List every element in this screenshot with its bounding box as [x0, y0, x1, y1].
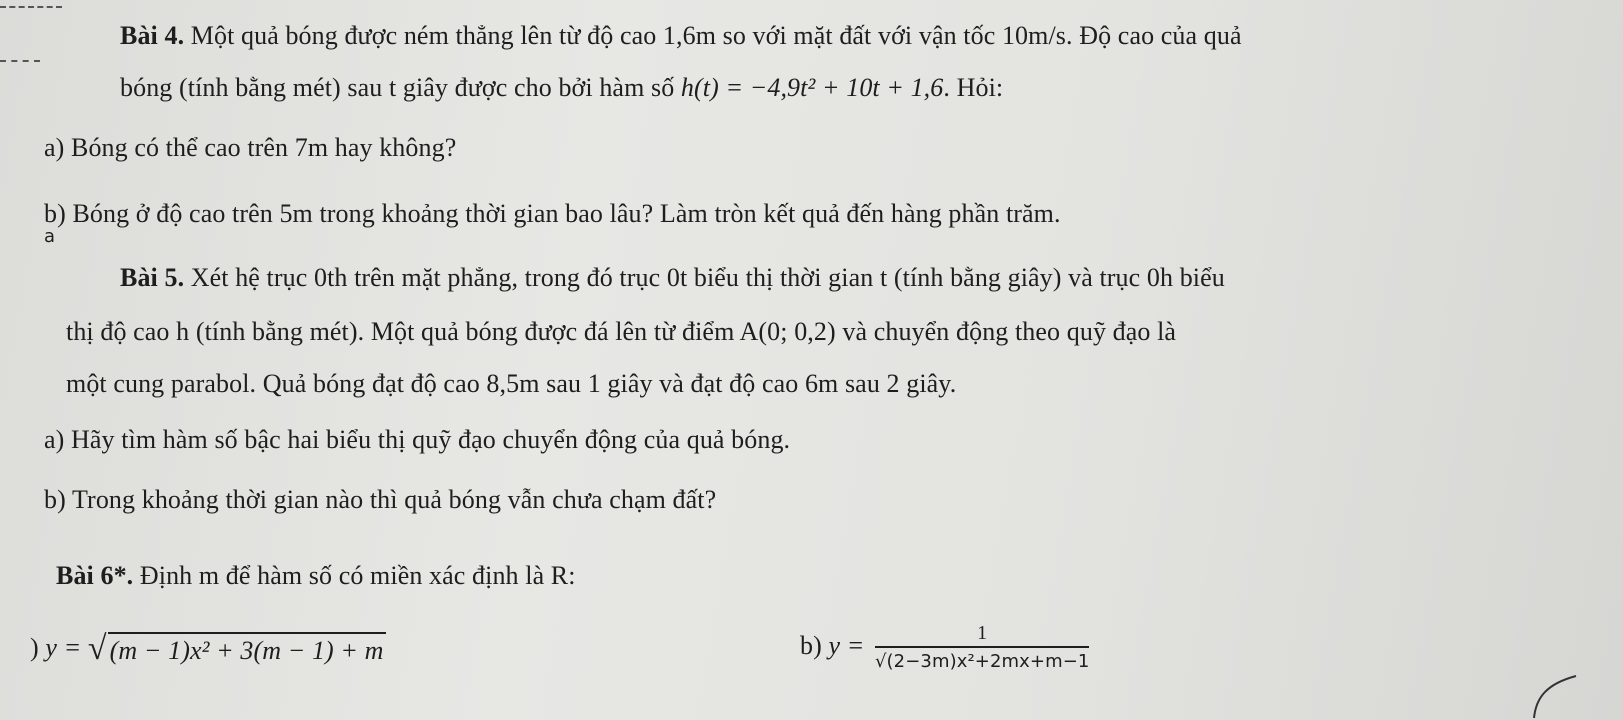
bai4-part-a: a) Bóng có thể cao trên 7m hay không?	[44, 133, 457, 162]
bai6-part-b	[800, 622, 1089, 674]
bai6-text: Định m để hàm số có miền xác định là R:	[133, 561, 576, 590]
bai6-b-label: b)	[800, 630, 822, 660]
bai6-heading: Bài 6*.	[56, 561, 134, 590]
bai5-line1-text: Xét hệ trục 0th trên mặt phẳng, trong đó trục 0t biểu thị thời gian t (tính bằng giây) và trục 0h biểu	[184, 263, 1225, 292]
bai4-line2-text: bóng (tính bằng mét) sau t giây được cho bởi hàm số	[120, 73, 681, 102]
bai6-b-fraction	[875, 622, 1089, 674]
bai6-a-radicand: (m − 1)x² + 3(m − 1) + m	[108, 632, 386, 668]
bai5-part-b: b) Trong khoảng thời gian nào thì quả bóng vẫn chưa chạm đất?	[44, 485, 717, 514]
bai4-heading: Bài 4.	[120, 21, 185, 50]
bai6-a-prefix: y =	[45, 633, 88, 662]
bai4-line1-text: Một quả bóng được ném thẳng lên từ độ cao 1,6m so với mặt đất với vận tốc 10m/s. Độ cao của quả	[184, 21, 1242, 50]
bai6-b-numerator: 1	[977, 622, 988, 644]
bai4-line2-end: . Hỏi:	[943, 73, 1004, 102]
fraction-bar	[875, 646, 1089, 648]
bai4-line-2	[120, 72, 1003, 104]
bai5-line-3: một cung parabol. Quả bóng đạt độ cao 8,5m sau 1 giây và đạt độ cao 6m sau 2 giây.	[66, 369, 957, 398]
radical-sign-icon: √	[87, 630, 107, 668]
page-edge-mark-middle	[0, 60, 40, 62]
pen-stroke-mark	[1530, 664, 1590, 720]
bai4-line-1	[120, 20, 1242, 52]
bai6-line	[56, 560, 576, 592]
bai4-height-formula: h(t) = −4,9t² + 10t + 1,6	[680, 73, 944, 102]
bai6-b-denominator: √(2−3m)x²+2mx+m−1	[874, 651, 1090, 672]
bai5-line-1	[120, 262, 1225, 294]
bai6-a-sqrt	[88, 632, 386, 668]
margin-mark: a	[44, 226, 56, 247]
bai6-a-label: )	[30, 633, 39, 662]
bai5-line-2: thị độ cao h (tính bằng mét). Một quả bóng được đá lên từ điểm A(0; 0,2) và chuyển động theo quỹ đạo là	[66, 317, 1177, 346]
bai6-b-prefix: y =	[828, 630, 871, 660]
bai4-part-b: b) Bóng ở độ cao trên 5m trong khoảng thời gian bao lâu? Làm tròn kết quả đến hàng phần trăm.	[44, 199, 1061, 228]
bai5-heading: Bài 5.	[120, 263, 185, 292]
bai5-part-a: a) Hãy tìm hàm số bậc hai biểu thị quỹ đạo chuyển động của quả bóng.	[44, 425, 791, 454]
bai6-part-a	[30, 632, 386, 668]
page-edge-mark-top	[0, 6, 62, 8]
